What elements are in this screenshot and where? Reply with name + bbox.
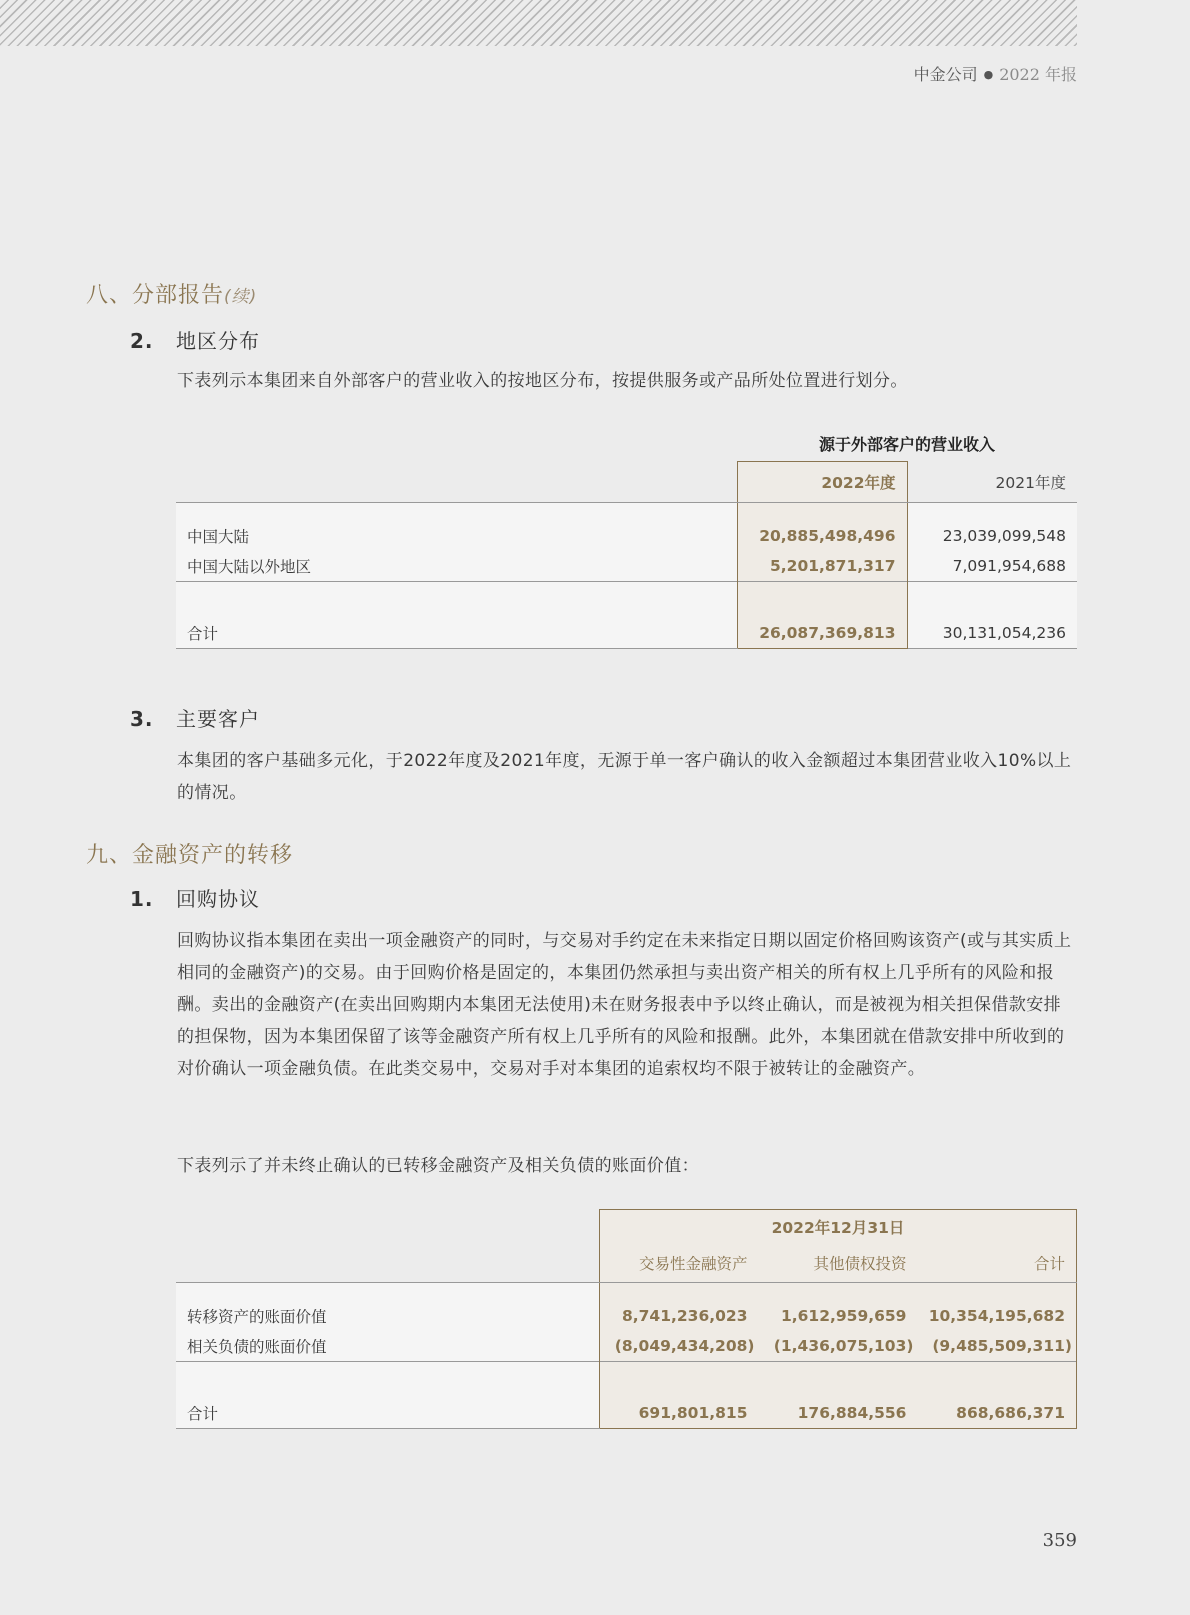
value-other-debt-investments: (1,436,075,103) xyxy=(758,1331,917,1362)
report-year: 2022 年报 xyxy=(999,65,1077,84)
total-total: 868,686,371 xyxy=(917,1398,1076,1429)
table-row xyxy=(176,521,1077,551)
total-label: 合计 xyxy=(176,1398,600,1429)
transferred-assets-table xyxy=(176,1209,1077,1429)
total-other-debt-investments: 176,884,556 xyxy=(758,1398,917,1429)
table-row xyxy=(176,1301,1077,1331)
value-trading-assets: (8,049,434,208) xyxy=(600,1331,759,1362)
subsection-title: 回购协议 xyxy=(176,887,260,911)
total-row xyxy=(176,1398,1077,1429)
running-header xyxy=(914,62,1077,85)
region-revenue-table xyxy=(176,425,1077,649)
total-label: 合计 xyxy=(176,618,737,649)
column-header-2022: 2022年度 xyxy=(737,462,907,503)
major-customers-text: 本集团的客户基础多元化，于2022年度及2021年度，无源于单一客户确认的收入金额超过本集团营业收入10%以上的情况。 xyxy=(177,751,1072,803)
region-intro-text: 下表列示本集团来自外部客户的营业收入的按地区分布，按提供服务或产品所处位置进行划分。 xyxy=(177,371,908,391)
table-date-header: 2022年12月31日 xyxy=(600,1210,1077,1245)
total-2022: 26,087,369,813 xyxy=(737,618,907,649)
column-header-other-debt-investments: 其他债权投资 xyxy=(758,1244,917,1283)
column-header-total: 合计 xyxy=(917,1244,1076,1283)
row-label: 中国大陆 xyxy=(176,521,737,551)
table-row xyxy=(176,1331,1077,1362)
subsection-2-heading xyxy=(130,325,260,354)
page-number: 359 xyxy=(1042,1530,1077,1551)
subsection-number: 2. xyxy=(130,329,154,353)
value-total: (9,485,509,311) xyxy=(917,1331,1076,1362)
total-row xyxy=(176,618,1077,649)
table-row xyxy=(176,551,1077,582)
subsection-number: 3. xyxy=(130,707,154,731)
value-2021: 7,091,954,688 xyxy=(907,551,1077,582)
section-8-heading xyxy=(86,278,257,309)
bullet-icon: ● xyxy=(983,68,994,81)
transfer-table-intro: 下表列示了并未终止确认的已转移金融资产及相关负债的账面价值： xyxy=(177,1156,699,1176)
header-hatch-band xyxy=(0,0,1077,46)
value-2021: 23,039,099,548 xyxy=(907,521,1077,551)
subsection-1-heading xyxy=(130,883,260,912)
value-other-debt-investments: 1,612,959,659 xyxy=(758,1301,917,1331)
row-label: 相关负债的账面价值 xyxy=(176,1331,600,1362)
subsection-number: 1. xyxy=(130,887,154,911)
value-trading-assets: 8,741,236,023 xyxy=(600,1301,759,1331)
column-header-trading-assets: 交易性金融资产 xyxy=(600,1244,759,1283)
company-name: 中金公司 xyxy=(913,65,978,84)
section-8-title: 八、分部报告 xyxy=(86,283,225,308)
total-2021: 30,131,054,236 xyxy=(907,618,1077,649)
subsection-title: 地区分布 xyxy=(176,329,260,353)
row-label: 转移资产的账面价值 xyxy=(176,1301,600,1331)
total-trading-assets: 691,801,815 xyxy=(600,1398,759,1429)
subsection-title: 主要客户 xyxy=(176,707,260,731)
section-9-title: 九、金融资产的转移 xyxy=(86,843,294,868)
repo-agreement-text: 回购协议指本集团在卖出一项金融资产的同时，与交易对手约定在未来指定日期以固定价格回购该资产(或与其实质上相同的金融资产)的交易。由于回购价格是固定的，本集团仍然承担与卖出资产相关的所有权上几乎所有的风险和报酬。卖出的金融资产(在卖出回购期内本集团无法使用)未在财务报表中予以终止确认，而是被视为相关担保借款安排的担保物，因为本集团保留了该等金融资产所有权上几乎所有的风险和报酬。此外，本集团就在借款安排中所收到的对价确认一项金融负债。在此类交易中，交易对手对本集团的追索权均不限于被转让的金融资产。 xyxy=(177,931,1072,1079)
table-caption: 源于外部客户的营业收入 xyxy=(818,434,995,454)
section-9-heading xyxy=(86,838,293,869)
row-label: 中国大陆以外地区 xyxy=(176,551,737,582)
value-total: 10,354,195,682 xyxy=(917,1301,1076,1331)
value-2022: 5,201,871,317 xyxy=(737,551,907,582)
subsection-3-heading xyxy=(130,703,260,732)
column-header-2021: 2021年度 xyxy=(907,462,1077,503)
value-2022: 20,885,498,496 xyxy=(737,521,907,551)
continued-label: (续) xyxy=(224,287,258,307)
